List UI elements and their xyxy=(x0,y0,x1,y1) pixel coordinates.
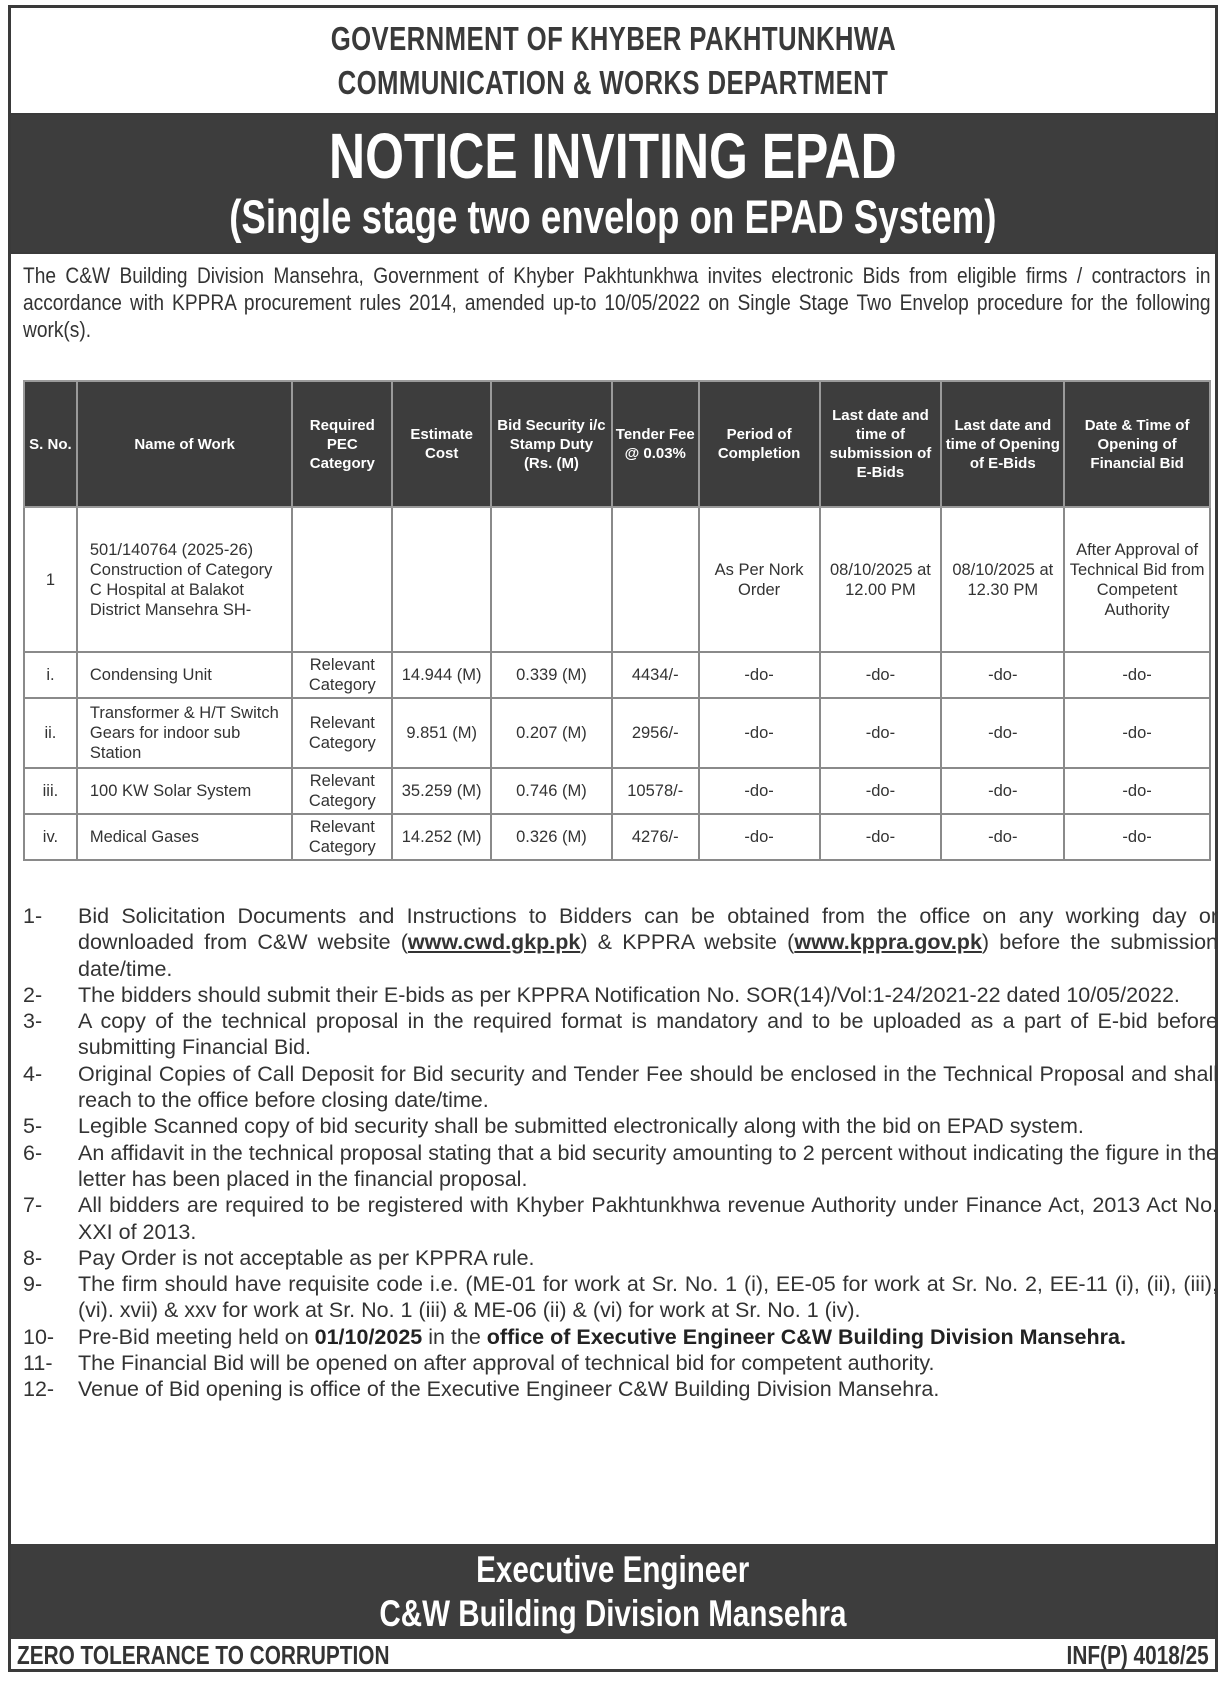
col-header-tender-fee: Tender Fee @ 0.03% xyxy=(612,381,699,507)
condition-text xyxy=(78,1245,1218,1271)
cell-last-opening: -do- xyxy=(941,698,1064,768)
condition-item xyxy=(23,1140,1218,1193)
cell-period: -do- xyxy=(699,768,820,814)
cell-estimate: 9.851 (M) xyxy=(392,698,491,768)
table-header-row xyxy=(24,381,1210,507)
cell-financial-opening: -do- xyxy=(1064,814,1210,860)
department-header xyxy=(11,8,1215,115)
condition-number: 4- xyxy=(23,1061,43,1086)
condition-item xyxy=(23,1376,1218,1402)
condition-text-part: Bid Solicitation Documents and Instructions to Bidders can be obtained from the office on any working day or downloaded from C&W website ( xyxy=(78,904,1218,955)
cell-last-submission: -do- xyxy=(820,814,942,860)
cell-financial-opening: -do- xyxy=(1064,698,1210,768)
cell-sno: 1 xyxy=(24,507,77,652)
cell-period: As Per Nork Order xyxy=(699,507,820,652)
condition-text-part: in the xyxy=(422,1324,487,1349)
notice-subtitle: (Single stage two envelop on EPAD System) xyxy=(229,189,997,243)
signature-banner xyxy=(11,1544,1215,1639)
emphasis-text: office of Executive Engineer C&W Building Division Mansehra. xyxy=(486,1324,1126,1349)
condition-item xyxy=(23,1008,1218,1061)
cell-name: Medical Gases xyxy=(77,814,292,860)
condition-number: 11- xyxy=(23,1351,53,1376)
cell-bid-security: 0.339 (M) xyxy=(491,652,612,698)
notice-title: NOTICE INVITING EPAD xyxy=(329,119,897,192)
reference-number: INF(P) 4018/25 xyxy=(1066,1640,1209,1670)
cell-last-opening: -do- xyxy=(941,652,1064,698)
condition-number: 10- xyxy=(23,1324,55,1349)
footer-bar xyxy=(11,1639,1215,1672)
notice-frame xyxy=(8,5,1218,1672)
cell-financial-opening: -do- xyxy=(1064,652,1210,698)
cell-bid-security: 0.746 (M) xyxy=(491,768,612,814)
condition-number: 3- xyxy=(23,1009,43,1034)
condition-item xyxy=(23,982,1218,1008)
cell-pec: Relevant Category xyxy=(292,814,392,860)
cell-last-opening: -do- xyxy=(941,768,1064,814)
condition-item xyxy=(23,1192,1218,1245)
cell-name: 501/140764 (2025-26) Construction of Category C Hospital at Balakot District Mansehra SH- xyxy=(77,507,292,652)
condition-number: 9- xyxy=(23,1272,43,1297)
notice-banner xyxy=(11,115,1215,252)
signature-title: Executive Engineer xyxy=(476,1548,750,1590)
condition-item xyxy=(23,1350,1218,1376)
conditions-list xyxy=(23,903,1218,1403)
condition-text xyxy=(78,1376,1218,1402)
col-header-period: Period of Completion xyxy=(699,381,820,507)
intro-section xyxy=(11,252,1215,343)
condition-text-part: Original Copies of Call Deposit for Bid security and Tender Fee should be enclosed in the Technical Proposal and shall reach to the office before closing date/time. xyxy=(78,1061,1218,1113)
cell-estimate: 35.259 (M) xyxy=(392,768,491,814)
condition-text-part: Pre-Bid meeting held on xyxy=(78,1324,315,1349)
table-row xyxy=(24,814,1210,860)
cell-period: -do- xyxy=(699,698,820,768)
cell-last-submission: -do- xyxy=(820,768,942,814)
col-header-last-opening: Last date and time of Opening of E-Bids xyxy=(941,381,1064,507)
condition-item xyxy=(23,1324,1218,1350)
col-header-sno: S. No. xyxy=(24,381,77,507)
col-header-name: Name of Work xyxy=(77,381,292,507)
website-link[interactable]: www.cwd.gkp.pk xyxy=(407,930,581,955)
condition-number: 7- xyxy=(23,1193,43,1218)
table-row xyxy=(24,768,1210,814)
col-header-financial-opening: Date & Time of Opening of Financial Bid xyxy=(1064,381,1210,507)
cell-last-submission: 08/10/2025 at 12.00 PM xyxy=(820,507,942,652)
condition-text-part: The firm should have requisite code i.e. (ME-01 for work at Sr. No. 1 (i), EE-05 for work at Sr. No. 2, EE-11 (i), (ii), (iii), (vi). xvii) & xxv for work at Sr. No. 1 (iii) & ME-06 (ii) & (vi) for work at Sr. No. 1 (iv). xyxy=(78,1272,1218,1323)
cell-estimate: 14.252 (M) xyxy=(392,814,491,860)
cell-period: -do- xyxy=(699,814,820,860)
condition-text xyxy=(78,1350,1218,1376)
cell-sno: ii. xyxy=(24,698,77,768)
condition-text xyxy=(78,1192,1218,1245)
cell-tender-fee xyxy=(612,507,699,652)
condition-number: 1- xyxy=(23,904,43,928)
condition-text-part: An affidavit in the technical proposal stating that a bid security amounting to 2 percent without indicating the figure in the letter has been placed in the financial proposal. xyxy=(78,1140,1218,1191)
table-row xyxy=(24,652,1210,698)
cell-sno: iv. xyxy=(24,814,77,860)
works-table xyxy=(23,380,1211,861)
condition-text xyxy=(78,1061,1218,1114)
cell-last-opening: 08/10/2025 at 12.30 PM xyxy=(941,507,1064,652)
col-header-bid-security: Bid Security i/c Stamp Duty (Rs. (M) xyxy=(491,381,612,507)
cell-financial-opening: After Approval of Technical Bid from Competent Authority xyxy=(1064,507,1210,652)
intro-paragraph: The C&W Building Division Mansehra, Government of Khyber Pakhtunkhwa invites electronic Bids from eligible firms / contractors in accordance with KPPRA procurement rules 2014, amended up-to 10/05/2022 on Single Stage Two Envelop procedure for the following work(s). xyxy=(23,263,1211,342)
condition-text-part: ) before the submission date/time. xyxy=(78,930,1219,981)
table-row-main xyxy=(24,507,1210,652)
condition-text-part: Legible Scanned copy of bid security shall be submitted electronically along with the bid on EPAD system. xyxy=(78,1114,1084,1139)
condition-text-part: All bidders are required to be registered with Khyber Pakhtunkhwa revenue Authority under Finance Act, 2013 Act No. XXI of 2013. xyxy=(78,1193,1218,1244)
condition-item xyxy=(23,1245,1218,1271)
condition-item xyxy=(23,1271,1218,1324)
cell-tender-fee: 4276/- xyxy=(612,814,699,860)
condition-text xyxy=(78,1324,1218,1350)
divider xyxy=(11,252,1215,254)
cell-pec: Relevant Category xyxy=(292,698,392,768)
cell-sno: i. xyxy=(24,652,77,698)
cell-estimate: 14.944 (M) xyxy=(392,652,491,698)
condition-text-part: ) & KPPRA website ( xyxy=(580,930,795,955)
cell-name: Transformer & H/T Switch Gears for indoor sub Station xyxy=(77,698,292,768)
cell-pec: Relevant Category xyxy=(292,652,392,698)
col-header-pec: Required PEC Category xyxy=(292,381,392,507)
table-row xyxy=(24,698,1210,768)
condition-text-part: A copy of the technical proposal in the required format is mandatory and to be uploaded as a part of E-bid before submitting Financial Bid. xyxy=(78,1009,1218,1060)
cell-tender-fee: 2956/- xyxy=(612,698,699,768)
cell-name: 100 KW Solar System xyxy=(77,768,292,814)
cell-pec xyxy=(292,507,392,652)
col-header-last-submission: Last date and time of submission of E-Bids xyxy=(820,381,942,507)
emphasis-text: 01/10/2025 xyxy=(314,1324,423,1349)
cell-estimate xyxy=(392,507,491,652)
condition-number: 6- xyxy=(23,1140,43,1165)
website-link[interactable]: www.kppra.gov.pk xyxy=(794,930,982,955)
condition-text-part: Pay Order is not acceptable as per KPPRA rule. xyxy=(78,1245,535,1270)
cell-bid-security: 0.207 (M) xyxy=(491,698,612,768)
condition-item xyxy=(23,1061,1218,1114)
cell-bid-security xyxy=(491,507,612,652)
cell-period: -do- xyxy=(699,652,820,698)
condition-text xyxy=(78,1008,1218,1061)
condition-item xyxy=(23,903,1218,982)
department-title: COMMUNICATION & WORKS DEPARTMENT xyxy=(337,63,889,101)
cell-pec: Relevant Category xyxy=(292,768,392,814)
condition-number: 12- xyxy=(23,1377,55,1402)
cell-tender-fee: 4434/- xyxy=(612,652,699,698)
cell-last-submission: -do- xyxy=(820,652,942,698)
condition-text-part: The Financial Bid will be opened on after approval of technical bid for competent authority. xyxy=(78,1351,935,1376)
condition-text xyxy=(78,1113,1218,1139)
signature-office: C&W Building Division Mansehra xyxy=(379,1592,847,1634)
condition-text xyxy=(78,1140,1218,1193)
cell-tender-fee: 10578/- xyxy=(612,768,699,814)
cell-financial-opening: -do- xyxy=(1064,768,1210,814)
government-title: GOVERNMENT OF KHYBER PAKHTUNKHWA xyxy=(330,19,896,57)
condition-number: 8- xyxy=(23,1245,43,1270)
cell-name: Condensing Unit xyxy=(77,652,292,698)
condition-number: 2- xyxy=(23,982,43,1007)
cell-bid-security: 0.326 (M) xyxy=(491,814,612,860)
slogan: ZERO TOLERANCE TO CORRUPTION xyxy=(17,1640,390,1670)
condition-text xyxy=(78,903,1218,982)
condition-number: 5- xyxy=(23,1114,43,1139)
cell-last-opening: -do- xyxy=(941,814,1064,860)
cell-last-submission: -do- xyxy=(820,698,942,768)
condition-text xyxy=(78,1271,1218,1324)
col-header-estimate: Estimate Cost xyxy=(392,381,491,507)
cell-sno: iii. xyxy=(24,768,77,814)
condition-text-part: The bidders should submit their E-bids as per KPPRA Notification No. SOR(14)/Vol:1-24/2021-22 dated 10/05/2022. xyxy=(78,982,1180,1007)
condition-text-part: Venue of Bid opening is office of the Executive Engineer C&W Building Division Mansehra. xyxy=(78,1377,940,1402)
condition-item xyxy=(23,1113,1218,1139)
condition-text xyxy=(78,982,1218,1008)
